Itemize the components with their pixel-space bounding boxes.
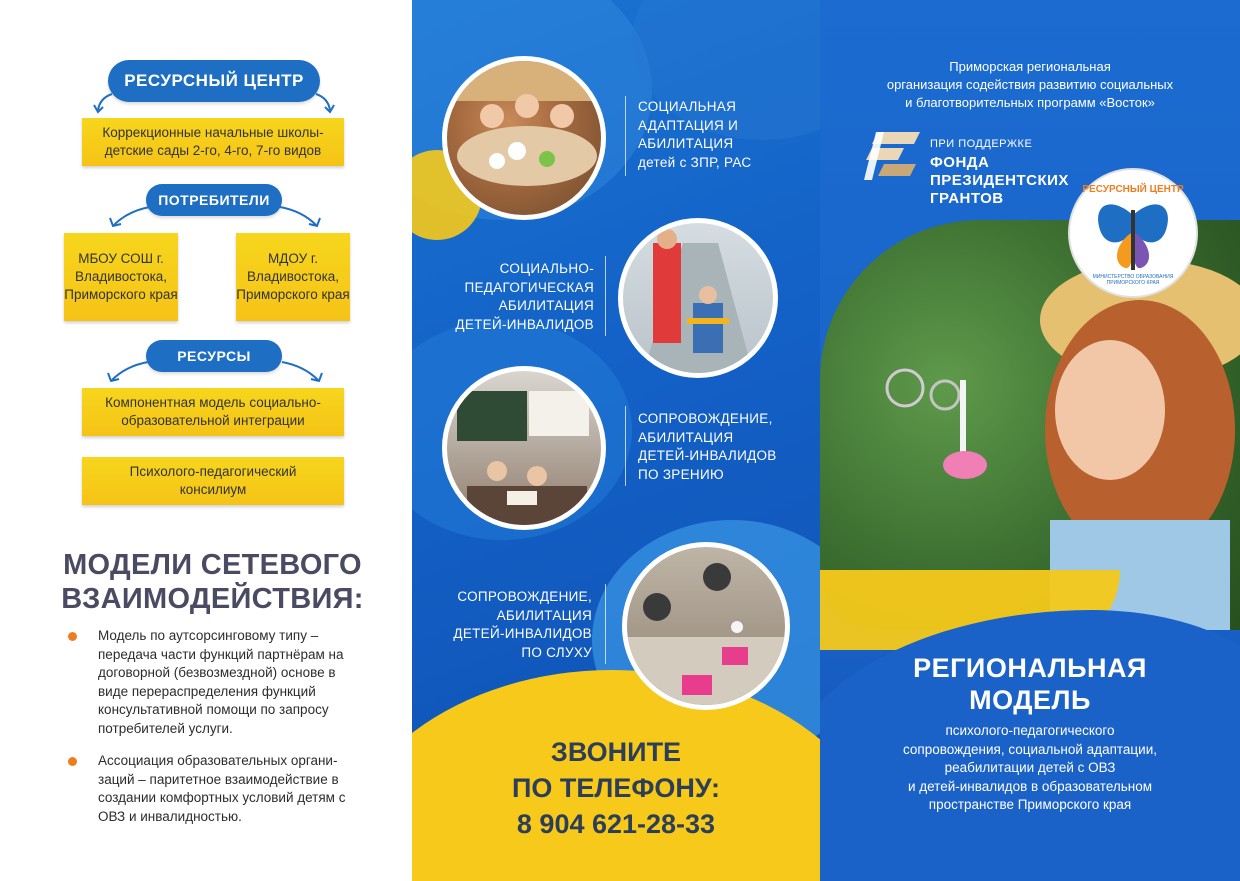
divider-line	[605, 256, 606, 336]
bullet-dot-icon	[68, 757, 77, 766]
label-line: ПО ЗРЕНИЮ	[638, 466, 724, 482]
label-line: детей с ЗПР, РАС	[638, 154, 752, 170]
consumer-1-text: МБОУ СОШ г. Владивостока, Приморского края	[64, 251, 178, 302]
arrow-left-icon	[92, 92, 116, 116]
resource-center-pill: РЕСУРСНЫЙ ЦЕНТР	[108, 60, 320, 102]
label-line: СОЦИАЛЬНАЯ	[638, 99, 737, 114]
label-line: СОПРОВОЖДЕНИЕ,	[638, 411, 773, 426]
divider-line	[625, 96, 626, 176]
list-item-text: Модель по аутсорсинговому типу – передача части функций партнёрам на договорной (безвозмездной) основе в виде перераспределения функций консультативной помощи по запросу потребителей услуги.	[98, 628, 344, 736]
label-line: АБИЛИТАЦИЯ	[496, 607, 592, 623]
resource-box-2	[82, 457, 344, 505]
subtitle-line: сопровождения, социальной адаптации,	[902, 741, 1157, 757]
subtitle-line: пространстве Приморского края	[928, 797, 1132, 812]
models-list	[68, 627, 368, 840]
photo-hearing	[622, 542, 790, 710]
consumer-box-2	[236, 233, 350, 321]
label-line: ДЕТЕЙ-ИНВАЛИДОВ	[453, 626, 592, 641]
fund-line: ФОНДА	[930, 154, 990, 171]
arrow-right-icon	[280, 360, 324, 384]
photo-art	[447, 61, 601, 215]
subtitle-line: психолого-педагогического	[945, 723, 1115, 738]
org-line: организация содействия развитию социальных	[886, 77, 1174, 92]
phone-number[interactable]: 8 904 621-28-33	[516, 809, 716, 839]
resource-box-1	[82, 388, 344, 436]
arrow-left-icon	[106, 360, 150, 384]
resource-center-badge	[1068, 168, 1198, 298]
divider-line	[605, 584, 606, 664]
photo-art	[623, 223, 773, 373]
consumer-2-text: МДОУ г. Владивостока, Приморского края	[236, 251, 350, 302]
support-label: ПРИ ПОДДЕРЖКЕ	[930, 138, 1033, 150]
photo-art	[447, 371, 601, 525]
label-line: ПО СЛУХУ	[521, 644, 592, 660]
list-item	[68, 752, 368, 826]
label-vision	[638, 410, 777, 484]
label-line: АБИЛИТАЦИЯ	[638, 429, 734, 445]
list-item-text: Ассоциация образовательных органи-заций – паритетное взаимодействие в создании комфортных условий детям с ОВЗ и инвалидностью.	[98, 753, 346, 824]
label-line: АБИЛИТАЦИЯ	[638, 136, 734, 151]
divider-line	[625, 406, 626, 486]
right-panel	[820, 0, 1240, 881]
title-line: МОДЕЛЬ	[969, 685, 1091, 715]
badge-title: РЕСУРСНЫЙ ЦЕНТР	[1082, 184, 1184, 195]
fund-line: ГРАНТОВ	[930, 190, 1004, 207]
bullet-dot-icon	[68, 632, 77, 641]
title-line: РЕГИОНАЛЬНАЯ	[913, 653, 1147, 683]
grants-logo-icon	[864, 128, 924, 184]
org-line: и благотворительных программ «Восток»	[905, 95, 1155, 110]
models-title: МОДЕЛИ СЕТЕВОГО ВЗАИМОДЕЙСТВИЯ:	[61, 549, 364, 615]
schools-box	[82, 118, 344, 166]
label-line: ПЕДАГОГИЧЕСКАЯ	[464, 279, 594, 295]
label-line: ДЕТЕЙ-ИНВАЛИДОВ	[638, 448, 777, 463]
schools-text: Коррекционные начальные школы-детские сады 2-го, 4-го, 7-го видов	[102, 125, 324, 158]
fund-line: ПРЕЗИДЕНТСКИХ	[930, 172, 1069, 189]
label-hearing	[432, 588, 592, 662]
subtitle-line: и детей-инвалидов в образовательном	[907, 778, 1153, 794]
org-name	[840, 58, 1220, 112]
subtitle-line: реабилитации детей с ОВЗ	[944, 760, 1116, 775]
badge-ring-text: МИНИСТЕРСТВО ОБРАЗОВАНИЯ ПРИМОРСКОГО КРАЯ	[1092, 274, 1174, 286]
arrow-left-icon	[108, 205, 152, 229]
call-line-2: ПО ТЕЛЕФОНУ:	[511, 773, 721, 803]
resource-1-text: Компонентная модель социально-образовательной интеграции	[105, 395, 321, 428]
fund-name	[930, 154, 1069, 208]
photo-corridor	[618, 218, 778, 378]
label-line: СОПРОВОЖДЕНИЕ,	[457, 589, 592, 604]
list-item	[68, 627, 368, 738]
region-model-subtitle	[820, 722, 1240, 815]
photo-classroom	[442, 366, 606, 530]
region-model-title	[820, 652, 1240, 716]
arrow-right-icon	[312, 92, 336, 116]
consumers-pill: ПОТРЕБИТЕЛИ	[146, 184, 282, 216]
label-line: АДАПТАЦИЯ И	[638, 117, 739, 133]
org-line: Приморская региональная	[949, 59, 1111, 74]
middle-panel	[412, 0, 820, 881]
left-panel	[0, 0, 412, 881]
label-line: СОЦИАЛЬНО-	[499, 261, 594, 276]
consumer-box-1	[64, 233, 178, 321]
label-social-adaptation	[638, 98, 751, 172]
photo-art	[627, 547, 785, 705]
arrow-right-icon	[278, 205, 322, 229]
label-line: АБИЛИТАЦИЯ	[498, 298, 594, 313]
photo-kids-table	[442, 56, 606, 220]
resource-2-text: Психолого-педагогический консилиум	[129, 464, 297, 497]
label-line: ДЕТЕЙ-ИНВАЛИДОВ	[455, 316, 594, 332]
resources-pill: РЕСУРСЫ	[146, 340, 282, 372]
call-line-1: ЗВОНИТЕ	[550, 737, 682, 767]
label-social-pedagogical	[432, 260, 594, 334]
